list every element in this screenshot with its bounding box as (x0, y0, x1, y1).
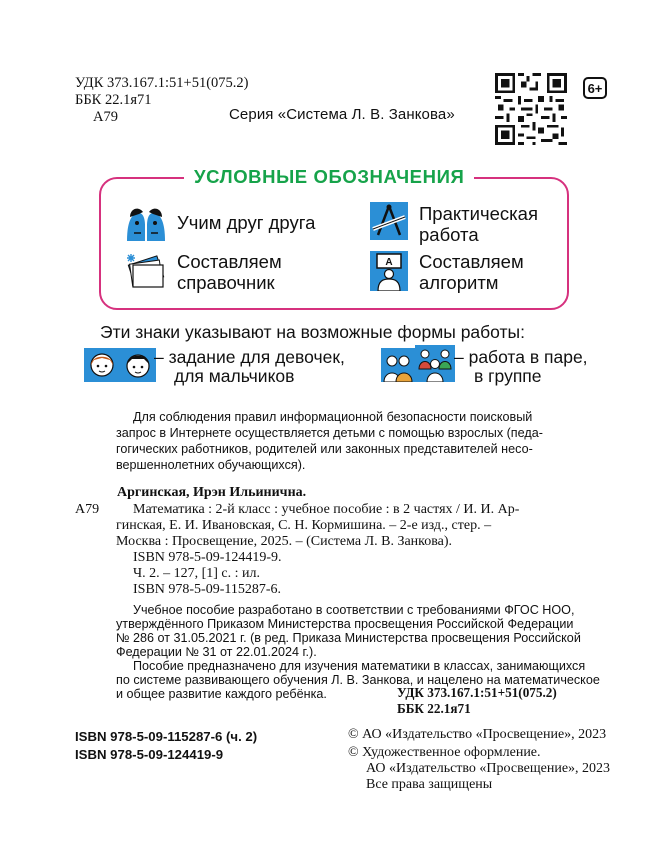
qr-code (495, 73, 567, 145)
pairs-groups-line2: в группе (474, 366, 542, 386)
bib-author: Аргинская, Ирэн Ильинична. (117, 485, 307, 500)
bbk-code: ББК 22.1я71 (75, 92, 152, 108)
bib-line2: гинская, Е. И. Ивановская, С. Н. Кормишина. – 2-е изд., стер. – (116, 518, 492, 533)
bib-bbk: ББК 22.1я71 (397, 701, 471, 716)
legend-item-teach-each-other: Учим друг друга (177, 212, 316, 233)
legend-title: УСЛОВНЫЕ ОБОЗНАЧЕНИЯ (184, 166, 474, 188)
copyright-line2: © Художественное оформление. (348, 745, 541, 760)
two-faces-icon (125, 203, 167, 243)
bib-line3: Москва : Просвещение, 2025. – (Система Л. В. Занкова). (116, 534, 453, 549)
bib-note2: утверждённого Приказом Министерства просвещения Российской Федерации (116, 617, 574, 631)
legend-item-practical-line1: Практическая (419, 203, 538, 224)
girls-boys-line1: – задание для девочек, (154, 347, 345, 367)
safety-note-line2: запрос в Интернете осуществляется детьми с помощью взрослых (педа- (116, 426, 543, 440)
legend-item-reference-line1: Составляем (177, 251, 282, 272)
bib-note7: и общее развитие каждого ребёнка. (116, 687, 327, 701)
safety-note-line4: вершеннолетних обучающихся). (116, 458, 306, 472)
bib-note1: Учебное пособие разработано в соответствии с требованиями ФГОС НОО, (133, 603, 575, 617)
bib-line6: ISBN 978-5-09-115287-6. (133, 582, 282, 597)
bib-note5: Пособие предназначено для изучения математики в классах, занимающихся (133, 659, 586, 673)
bib-line5: Ч. 2. – 127, [1] с. : ил. (133, 566, 261, 581)
teacher-board-icon (370, 251, 408, 291)
girls-boys-line2: для мальчиков (174, 366, 295, 386)
pair-icon (381, 348, 415, 382)
safety-note-line3: гогических работников, родителей или законных представителей несо- (116, 442, 533, 456)
pairs-groups-line1: – работа в паре, (454, 347, 588, 367)
bib-udk: УДК 373.167.1:51+51(075.2) (397, 685, 557, 700)
series-title: Серия «Система Л. В. Занкова» (229, 106, 455, 123)
legend-item-algorithm-line2: алгоритм (419, 272, 499, 293)
udk-code: УДК 373.167.1:51+51(075.2) (75, 75, 249, 91)
copyright-line1: © АО «Издательство «Просвещение», 2023 (348, 727, 607, 742)
copyright-line4: Все права защищены (366, 777, 493, 792)
author-code: А79 (93, 109, 118, 125)
bib-note4: Федерации № 31 от 22.01.2024 г.). (116, 645, 317, 659)
legend-item-reference-line2: справочник (177, 272, 275, 293)
boy-icon (120, 348, 156, 382)
svg-text:A: A (385, 257, 393, 268)
copyright-line3: АО «Издательство «Просвещение», 2023 (366, 761, 611, 776)
legend-item-algorithm-line1: Составляем (419, 251, 524, 272)
work-forms-intro: Эти знаки указывают на возможные формы работы: (100, 322, 525, 342)
girl-icon (84, 348, 120, 382)
cards-icon (125, 252, 167, 292)
bib-code: А79 (75, 502, 100, 517)
safety-note-line1: Для соблюдения правил информационной безопасности поисковый (133, 410, 533, 424)
compass-ruler-icon (370, 202, 408, 240)
bib-note6: по системе развивающего обучения Л. В. Занкова, и нацелено на математическое (116, 673, 600, 687)
isbn-part2: ISBN 978-5-09-115287-6 (ч. 2) (75, 729, 258, 744)
bib-line1: Математика : 2-й класс : учебное пособие : в 2 частях / И. И. Ар- (133, 502, 520, 517)
bib-line4: ISBN 978-5-09-124419-9. (133, 550, 282, 565)
legend-item-practical-line2: работа (419, 224, 479, 245)
age-rating-badge: 6+ (583, 77, 607, 99)
bib-note3: № 286 от 31.05.2021 г. (в ред. Приказа Министерства просвещения Российской (116, 631, 581, 645)
isbn-full: ISBN 978-5-09-124419-9 (75, 747, 224, 762)
group-icon (415, 345, 455, 382)
